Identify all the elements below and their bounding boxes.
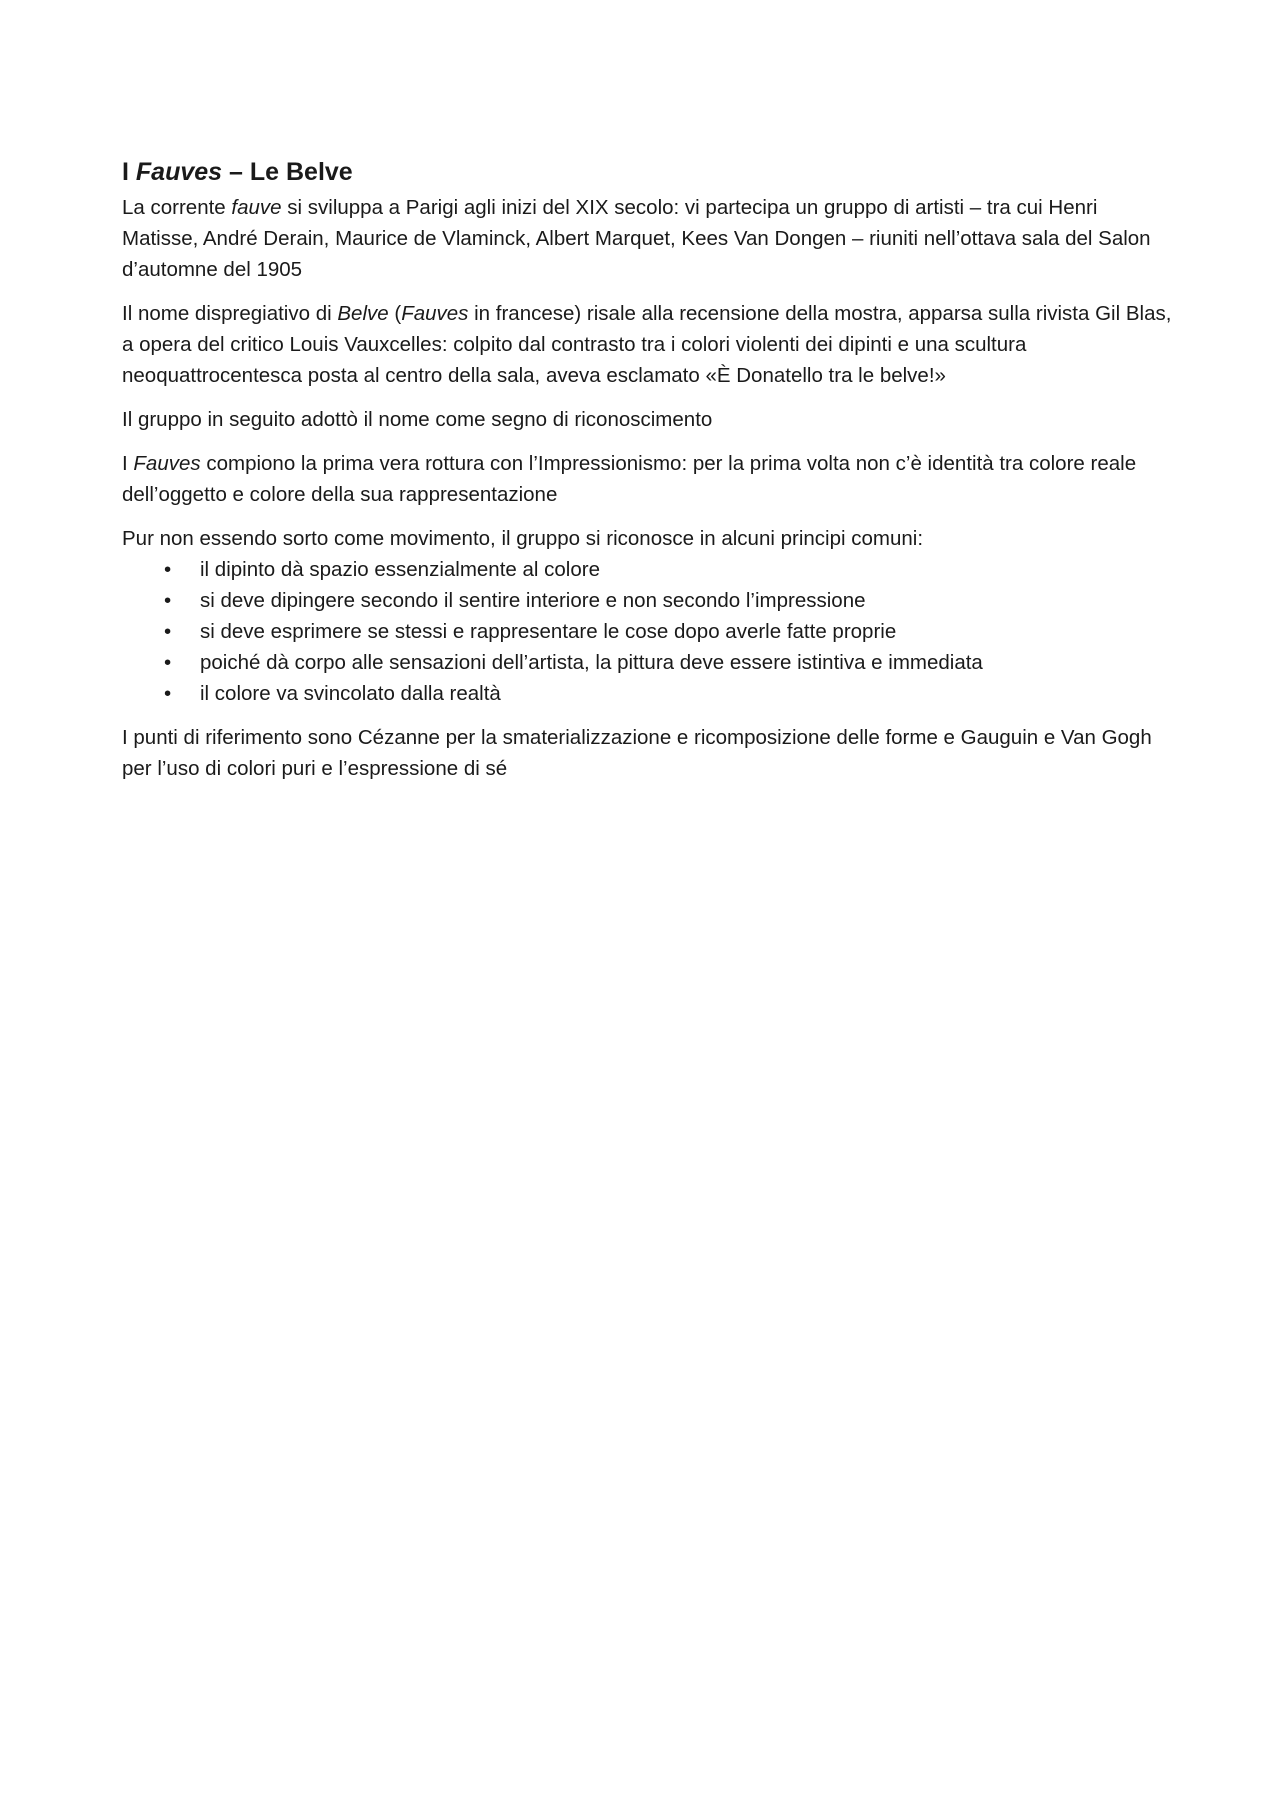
list-item — [122, 554, 1172, 585]
title-prefix: I — [122, 158, 136, 186]
list-item-text: si deve esprimere se stessi e rappresentare le cose dopo averle fatte proprie — [200, 620, 897, 643]
list-item-text: il dipinto dà spazio essenzialmente al colore — [200, 558, 600, 581]
p1-italic: fauve — [231, 196, 282, 219]
bullet-icon: • — [164, 558, 172, 581]
p4-italic: Fauves — [133, 452, 201, 475]
list-item — [122, 585, 1172, 616]
list-item — [122, 678, 1172, 709]
p4-text-c: compiono la prima vera rottura con l’Impressionismo: per la prima volta non c’è identità tra colore reale dell’oggetto e colore della sua rappresentazione — [122, 452, 1137, 506]
p1-text-a: La corrente — [122, 196, 232, 219]
p4-text-a: I — [122, 452, 134, 475]
list-item — [122, 647, 1172, 678]
paragraph-principles-intro: Pur non essendo sorto come movimento, il gruppo si riconosce in alcuni principi comuni: — [122, 527, 924, 550]
p2-text-c: ( — [388, 302, 402, 325]
list-item-text: il colore va svincolato dalla realtà — [200, 682, 501, 705]
title-suffix: – Le Belve — [222, 158, 353, 186]
bullet-icon: • — [164, 620, 172, 643]
bullet-icon: • — [164, 651, 172, 674]
list-item-text: si deve dipingere secondo il sentire interiore e non secondo l’impressione — [200, 589, 866, 612]
p2-text-e: in francese) risale alla recensione della mostra, apparsa sulla rivista Gil Blas, a opera del critico Louis Vauxcelles: colpito dal contrasto tra i colori violenti dei dipinti e una scultura neoquattrocentesca posta al centro della sala, aveva esclamato «È Donatello tra le belve!» — [122, 302, 1172, 387]
paragraph-name-origin — [122, 298, 1172, 391]
bullet-icon: • — [164, 589, 172, 612]
document-title — [122, 156, 1172, 188]
p2-text-a: Il nome dispregiativo di — [122, 302, 338, 325]
paragraph-adoption: Il gruppo in seguito adottò il nome come segno di riconoscimento — [122, 408, 713, 431]
principles-list — [122, 554, 1172, 709]
list-item — [122, 616, 1172, 647]
list-item-text: poiché dà corpo alle sensazioni dell’artista, la pittura deve essere istintiva e immediata — [200, 651, 983, 674]
document-page — [122, 156, 1172, 797]
p2-italic-fauves: Fauves — [401, 302, 469, 325]
p1-text-c: si sviluppa a Parigi agli inizi del XIX secolo: vi partecipa un gruppo di artisti – tra cui Henri Matisse, André Derain, Maurice de Vlaminck, Albert Marquet, Kees Van Dongen – riuniti nell’ottava sala del Salon d’automne del 1905 — [122, 196, 1151, 281]
bullet-icon: • — [164, 682, 172, 705]
paragraph-references: I punti di riferimento sono Cézanne per la smaterializzazione e ricomposizione delle forme e Gauguin e Van Gogh per l’uso di colori puri e l’espressione di sé — [122, 726, 1152, 780]
paragraph-rupture — [122, 448, 1172, 510]
paragraph-intro — [122, 192, 1172, 285]
p2-italic-belve: Belve — [337, 302, 389, 325]
title-italic: Fauves — [135, 158, 223, 186]
